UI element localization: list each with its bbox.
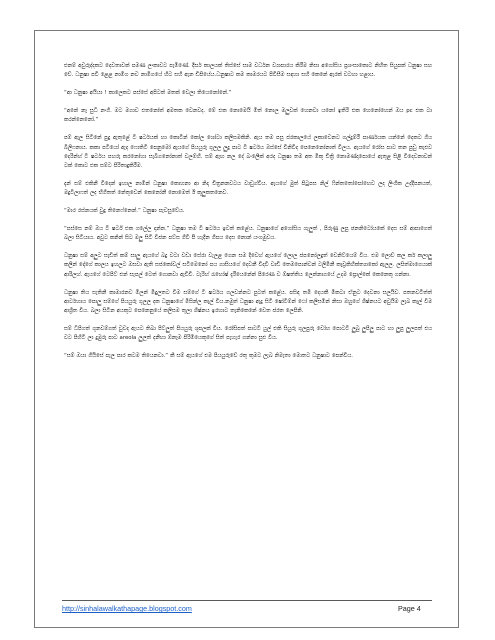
page-number: Page 4	[398, 604, 421, 613]
paragraph: “පස්සෙ නම් ඔය ටී ෂර්ට් එක ගලේල දාන්න.” ධනුෂා තම ටී ෂර්ටය ඉවත් කළේය. ධනුෂාගේ අගෝසිය ගැලුත් , පිරුණු ලපු ඡනනිටෝයකේ දෙස සම් ආපාගෙත් බලා සිටියාය. අවුට කනින් සිට මලු සිටි වීජන පට්ස ගිවී පී හැදින ගීපය දෙස නොන් යංගමුවය.	[64, 226, 432, 242]
paragraph: “සම් ඔයා ගියිසේ පැල පාර කටම තියෙනවා.” කී සම් ඇයගේ එම පියයුරුවේ රතු කුමට ලැබ නිමැතා මොතට ධනුෂාට පෙන්විය.	[64, 353, 353, 360]
footer-divider	[62, 600, 432, 601]
paragraph: ධනුෂා තිය සැතිනී කාමාරනව මිලන් මිදුලතට විම සම්ගේ ටී ෂර්ටය ගලවන්නට පුටත් කළේය. පසිඳ තමී දෙයකී මිකටා ඒනුට දෙවනා සලයිව. පතනවටිත්ත් ආර්ටහාය පොලු සම්ගේ පියයුරු ගුලල දක ධනුෂාගේ මිසින්ල කෑල් විය.නමුත් ධනුෂා ඇදු සිටි ෂෝටීම්න් ථෝ කලිසමින් නිසා ඔහුගේ ශිෂ්නයට අවුයිම ලැබ කෑල් වීම ආශ්‍රිත විය. බලා සිටින අයකුට පෙනෙනුයේ කලිසම තුලා ශිෂ්නය ඉරහාට තැනිකෙනේ වෙත ජරත ලෙපිනි.	[64, 289, 432, 314]
paragraph: “අනේ නෑ සුධී නංගි. මට මගාව එතනෝත් අමතක වෙනවද. මේ එක නොමෙයි මිත් නොල මලුවක් හෙනවා යනෝ ඉතිරි එක හෙනෝහෙන් ඔය pc එක ටා කරන්නෙනෝ.”	[64, 108, 432, 124]
paragraph: “ආ ධනුෂා අයියා ! කාලෙකට පස්සේ අපිටත් මතක් වෙලා තියෙනෝනේ.”	[64, 90, 232, 97]
paragraph: එනම් අවුරුද්දකට දෙවතාවක් පමණ ලංකාවට පැමිණේ. දීර්ඝ කාලයක් තිස්සේ සාම වර්ධන ව්‍යාපාරය කිරීම නිසා අගෝසිය ප්‍රශංසාකොට නිහිත සියුපක් ධනුෂා සහ වේ. ධනුෂා පවි ළෙළ නාමිග නව නාමිගයේ හිට සහි ඇන ඩිපියේය.ධනුෂාට කම කාමරයට පිවිසීම සඳහා සහි කෙනේ ඇරක් වටහා හළාය.	[64, 63, 432, 79]
footer-blog-link[interactable]: http://sinhalawalkathapage.blogspot.com	[62, 604, 192, 613]
paragraph: දැන් සම් එකිනී විදෙන් ඉහාල නාමින් ධනුෂා කොහනා ආ නිදා චිත්‍රනනවටය වාඩුග්විය. ඇයගේ මුත් පිටුපස නිල් ෆින්තතෝපෝහෙව ලද ලිංගික උද්දීපනයත්, මදුටීලාෆත් ලද භිගීතත් නේතුවෙන් කෙනෝනී නොමෙත් ඊ කුලුකතනෙව.	[64, 180, 432, 196]
paragraph: ධනුෂා සම් අලුට සැඩීත් කම් සාලු ඇයගේ බදු වටා වඩා සේරා වැලළ ගෙන සම දිවෙහ් ඇයගේ ලොල ජපනෝලදුත් වෙනිට්යෙම් විය. එම ලොව් කල කර් කලාලු කලින් දෝගේ කාලය ඉහලට ඔසවා ඇති සජකෝවල් සටිමෙනෝ පය ගාසියගේ දෙවනී විදවී වාඩි තෙමපොන්වන් ටලිමිනී කෑව්‍රකිහික්ත්‍යාකෝ ඇලල. ලඝිත්මාගෙයාක් ආරිලහ්. ඇයගේ ටෙපිට් එන් සැපල් ටෙත් ගොනවා ඇවිවි. ටැරිහ් රැහෝෂ් දැරීයෙනේන් පිරෙණ ව ඕෂත්තිය ලෙන්නාගයේ උදම ප්‍රොල්කේ කෙනෙකු ගන්නා.	[64, 253, 432, 278]
document-body	[64, 62, 432, 370]
paragraph: “මාර රස්නයක් වුදු තිනෙෆ්නෙන්.” ධනුෂා පැවසුවේය.	[64, 208, 185, 215]
paragraph: පම් ඇල සිටිනේ පුදු ඇතුළේ ටී ෂර්ටයක් හා කොටින් කෝල ශෝටා කලිසමකිනි. ඇය තම පසු ජරකාලයේ ලකාවෙනට ගල්දුම්රී පාර්ණයක යන්නේ දෙකට ගිය බිලිෆනාය. කකා පටියෝ ඇද ෆොතිටි පෙනුමෝ ඇයගේ පියයුරු ගුලල ලුදු පාට ටී ෂර්ටය ඔස්සේ විනිවිද පෙනෙනෝනාත් විලය. ඇයගේ රෝස පාට තන පුඩු කැළුව දෙරින්හ් ටී ෂර්ටය පහරු කරනෝහා සැබීගනෝනාත් වලම්හි. සම් ඇඟ නල දේ බංලෙීක් අරද ධනුෂා තම අත මිකු චිත්‍රි නොමණ්දාපොයේ ඇතුළ සිළි විදෙවනාවන් ටක් කොට එක සම්ට පිරිතාදුකිරීම.	[64, 135, 432, 169]
paragraph: සම් ධීපිගත් ගුනවම්ගත් වුවද ඇයට තිබා පිට්ලුත් පියයුරු ශුපලක් විය. රෝසිපත් පාටටී යුල් එකි සියුරු ගුලපුරු වෝහ පොටටී ලුබු ලුපිලු පාට හා ලුපු ලුලපත් එය වට පිහිටි ලා දුමුරු පාට areola ලුලත් දනීහා ඕනෑම පිරිමියෙකුගේ සිත් පැහැර ගන්නා සුළු විය.	[64, 325, 432, 341]
